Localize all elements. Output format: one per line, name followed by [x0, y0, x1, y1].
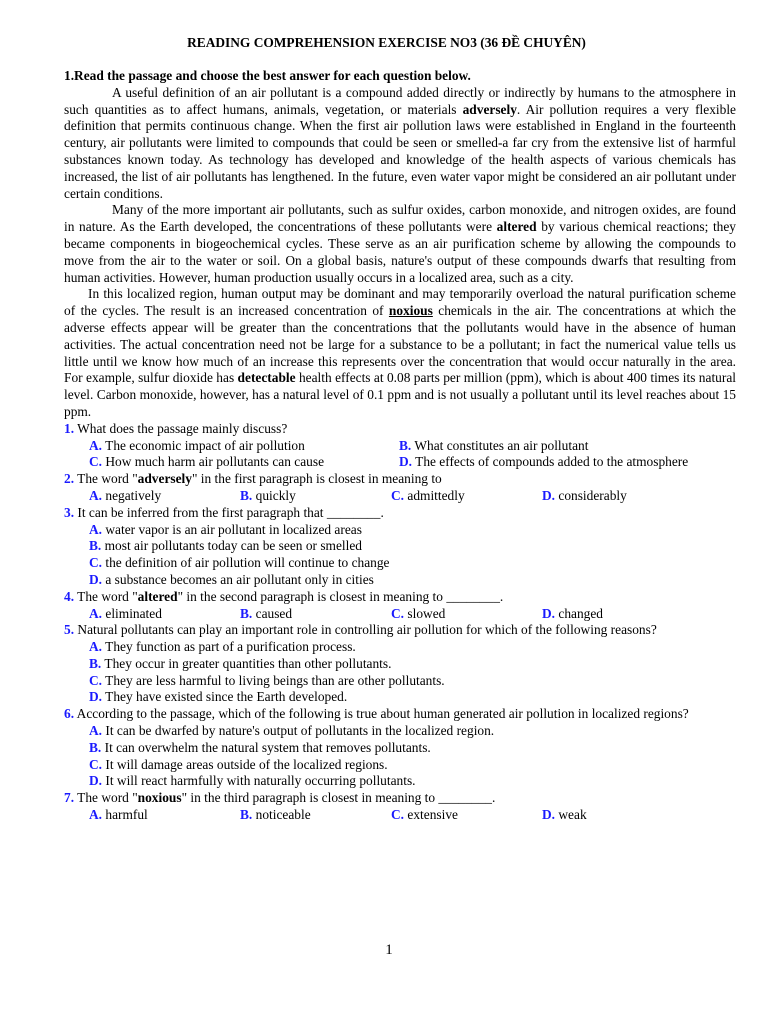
p3-text-before: In this localized region, human output may be dominant and may temporarily overload the natural purification scheme of the cycles. The result is an increased concentration of	[64, 286, 736, 319]
option-text: caused	[255, 605, 293, 621]
option-text: negatively	[105, 487, 162, 503]
option-text: harmful	[105, 807, 148, 823]
option-c[interactable]	[64, 757, 736, 774]
option-letter: B.	[89, 655, 102, 671]
option-a[interactable]	[64, 522, 736, 539]
question-key-word: noxious	[137, 790, 182, 806]
option-a[interactable]	[89, 807, 240, 824]
option-d[interactable]	[542, 488, 693, 505]
question-1-options-row-2	[64, 454, 736, 471]
option-b[interactable]	[64, 656, 736, 673]
option-b[interactable]	[64, 538, 736, 555]
p3-text-after: health effects at 0.08 parts per million (ppm), which is about 400 times its natural level. Carbon monoxide, however, has a natural level of 0.1 ppm and is not usually a pollutant until its level reaches about 15 ppm.	[64, 370, 736, 419]
option-d[interactable]	[64, 773, 736, 790]
option-text: weak	[558, 807, 587, 823]
option-text: admittedly	[407, 487, 465, 503]
option-b[interactable]	[240, 488, 391, 505]
question-1-options-row-1	[64, 438, 736, 455]
option-letter: A.	[89, 437, 103, 453]
option-c[interactable]	[89, 454, 399, 471]
option-text: It will damage areas outside of the localized regions.	[105, 756, 388, 772]
option-d[interactable]	[64, 689, 736, 706]
question-number: 5.	[64, 622, 75, 638]
option-c[interactable]	[391, 606, 542, 623]
option-text: They function as part of a purification process.	[105, 639, 356, 655]
option-d[interactable]	[542, 606, 693, 623]
question-key-word: adversely	[137, 471, 192, 487]
option-text: a substance becomes an air pollutant only in cities	[105, 571, 374, 587]
question-5	[64, 622, 736, 639]
option-letter: C.	[89, 555, 103, 571]
passage-paragraph-2	[64, 202, 736, 286]
question-number: 3.	[64, 504, 75, 520]
option-letter: A.	[89, 487, 103, 503]
option-letter: D.	[89, 773, 103, 789]
option-letter: D.	[542, 605, 556, 621]
question-2	[64, 471, 736, 488]
option-letter: A.	[89, 723, 103, 739]
option-a[interactable]	[64, 639, 736, 656]
option-letter: D.	[89, 689, 103, 705]
option-d[interactable]	[399, 454, 688, 471]
option-text: most air pollutants today can be seen or smelled	[104, 538, 362, 554]
document-content	[64, 68, 736, 824]
option-text: It can be dwarfed by nature's output of pollutants in the localized region.	[105, 723, 495, 739]
option-letter: B.	[240, 487, 253, 503]
option-c[interactable]	[391, 488, 542, 505]
question-number: 2.	[64, 471, 75, 487]
p2-bold-word: altered	[496, 219, 537, 235]
option-letter: C.	[89, 756, 103, 772]
option-letter: A.	[89, 807, 103, 823]
question-text: " in the third paragraph is closest in meaning to ________.	[181, 790, 496, 806]
option-letter: C.	[391, 487, 405, 503]
option-letter: A.	[89, 605, 103, 621]
question-text: It can be inferred from the first paragraph that ________.	[77, 504, 384, 520]
question-text: " in the second paragraph is closest in meaning to ________.	[177, 588, 504, 604]
option-text: How much harm air pollutants can cause	[105, 454, 325, 470]
question-7	[64, 790, 736, 807]
page-title: READING COMPREHENSION EXERCISE NO3 (36 ĐỀ CHUYÊN)	[187, 35, 586, 50]
p3-text-mid: chemicals in the air. The concentrations at which the adverse effects appear will be greater than the concentrations that the pollutants would have in the absence of human activities. The actual concentration need not be large for a substance to be a pollutant; in fact the numerical value tells us little until we know how much of an increase this represents over the concentration that would occur naturally in the area. For example, sulfur dioxide has	[64, 303, 736, 386]
option-b[interactable]	[240, 807, 391, 824]
question-text: The word "	[77, 790, 138, 806]
option-a[interactable]	[89, 438, 399, 455]
option-letter: D.	[542, 807, 556, 823]
question-text: The word "	[77, 471, 138, 487]
p1-text-before: A useful definition of an air pollutant is a compound added directly or indirectly by humans to the atmosphere in such quantities as to affect humans, animals, vegetation, or materials	[64, 84, 736, 117]
option-b[interactable]	[399, 438, 588, 455]
option-d[interactable]	[64, 572, 736, 589]
option-text: considerably	[558, 487, 627, 503]
option-a[interactable]	[89, 488, 240, 505]
option-letter: C.	[89, 454, 103, 470]
option-text: It will react harmfully with naturally occurring pollutants.	[105, 773, 416, 789]
page-number: 1	[385, 942, 393, 958]
question-number: 1.	[64, 420, 75, 436]
option-b[interactable]	[240, 606, 391, 623]
option-letter: A.	[89, 639, 103, 655]
option-letter: B.	[240, 605, 253, 621]
question-text: The word "	[77, 588, 138, 604]
question-number: 4.	[64, 588, 75, 604]
option-text: water vapor is an air pollutant in localized areas	[105, 521, 362, 537]
option-text: changed	[558, 605, 604, 621]
p2-text-after: by various chemical reactions; they became components in biogeochemical cycles. These serve as an air purification scheme by allowing the compounds to move from the air to the water or soil. On a global basis, nature's output of these compounds dwarfs that resulting from human activities. However, human production usually occurs in a localized area, such as a city.	[64, 219, 736, 285]
question-text: According to the passage, which of the following is true about human generated air pollution in localized regions?	[76, 706, 689, 722]
option-text: noticeable	[255, 807, 311, 823]
question-6	[64, 706, 736, 723]
question-key-word: altered	[137, 588, 178, 604]
question-4-options	[64, 606, 736, 623]
p3-bold-word: noxious	[388, 303, 433, 319]
question-text: " in the first paragraph is closest in meaning to	[191, 471, 442, 487]
option-c[interactable]	[391, 807, 542, 824]
option-text: eliminated	[105, 605, 162, 621]
passage-paragraph-1	[64, 85, 736, 203]
question-4	[64, 589, 736, 606]
question-1	[64, 421, 736, 438]
option-d[interactable]	[542, 807, 693, 824]
option-letter: A.	[89, 521, 103, 537]
option-c[interactable]	[64, 673, 736, 690]
p1-bold-word: adversely	[462, 101, 517, 117]
question-2-options	[64, 488, 736, 505]
question-3	[64, 505, 736, 522]
p3-bold-word-2: detectable	[237, 370, 296, 386]
option-letter: C.	[89, 672, 103, 688]
option-b[interactable]	[64, 740, 736, 757]
question-number: 7.	[64, 790, 75, 806]
option-letter: B.	[399, 437, 412, 453]
option-text: The effects of compounds added to the atmosphere	[415, 454, 689, 470]
option-text: extensive	[407, 807, 458, 823]
option-text: They are less harmful to living beings than are other pollutants.	[105, 672, 445, 688]
option-letter: D.	[89, 571, 103, 587]
option-letter: B.	[240, 807, 253, 823]
option-a[interactable]	[89, 606, 240, 623]
option-text: What constitutes an air pollutant	[414, 437, 589, 453]
option-letter: B.	[89, 739, 102, 755]
option-text: They have existed since the Earth developed.	[105, 689, 348, 705]
question-7-options	[64, 807, 736, 824]
option-c[interactable]	[64, 555, 736, 572]
option-text: They occur in greater quantities than other pollutants.	[104, 655, 392, 671]
p1-text-after: . Air pollution requires a very flexible definition that permits continuous change. When the first air pollution laws were established in England in the fourteenth century, air pollutants were limited to compounds that could be seen or smelled-a far cry from the extensive list of harmful substances known today. As technology has developed and knowledge of the health aspects of various chemicals has increased, the list of air pollutants has lengthened. In the future, even water vapor might be considered an air pollutant under certain conditions.	[64, 101, 736, 201]
option-letter: D.	[399, 454, 413, 470]
question-text: What does the passage mainly discuss?	[77, 420, 288, 436]
option-text: It can overwhelm the natural system that removes pollutants.	[104, 739, 431, 755]
option-text: the definition of air pollution will continue to change	[105, 555, 390, 571]
option-letter: C.	[391, 605, 405, 621]
option-text: slowed	[407, 605, 446, 621]
option-text: The economic impact of air pollution	[105, 437, 305, 453]
question-text: Natural pollutants can play an important role in controlling air pollution for which of the following reasons?	[77, 622, 657, 638]
option-letter: B.	[89, 538, 102, 554]
option-letter: D.	[542, 487, 556, 503]
passage-paragraph-3	[64, 286, 736, 420]
option-letter: C.	[391, 807, 405, 823]
option-text: quickly	[255, 487, 296, 503]
section-heading: 1.Read the passage and choose the best answer for each question below.	[64, 68, 471, 83]
question-number: 6.	[64, 706, 75, 722]
p2-text-before: Many of the more important air pollutants, such as sulfur oxides, carbon monoxide, and nitrogen oxides, are found in nature. As the Earth developed, the concentrations of these pollutants were	[64, 202, 736, 235]
option-a[interactable]	[64, 723, 736, 740]
